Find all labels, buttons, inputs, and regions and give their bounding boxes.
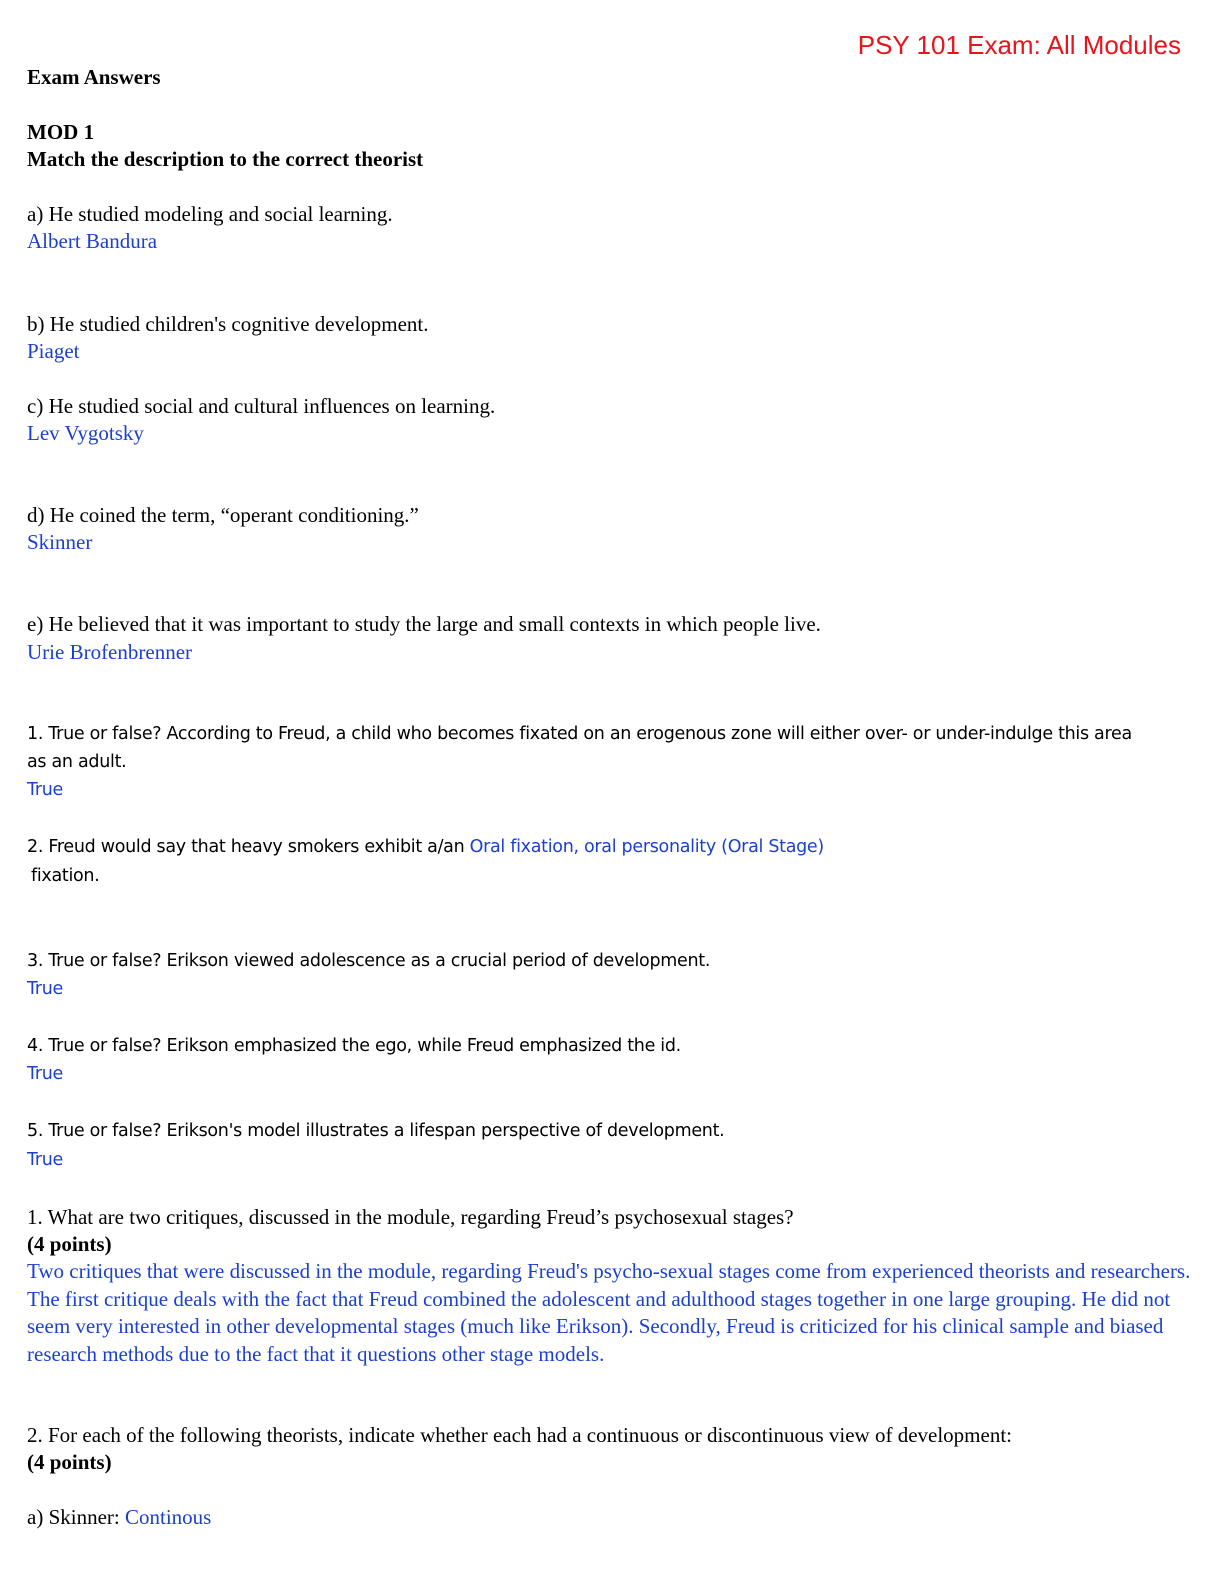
match-instruction: Match the description to the correct theorist: [27, 147, 424, 171]
tf-answer-5: True: [27, 1150, 63, 1170]
match-question-b: b) He studied children's cognitive development.: [27, 312, 429, 336]
tf-answer-1: True: [27, 780, 63, 800]
match-question-d: d) He coined the term, “operant conditioning.”: [27, 503, 419, 527]
document-header: PSY 101 Exam: All Modules: [857, 30, 1181, 60]
fill-question-2: [27, 833, 824, 861]
fill-question-2-cont: fixation.: [31, 866, 100, 886]
tf-question-1: 1. True or false? According to Freud, a child who becomes fixated on an erogenous zone will either over- or under-indulge this area: [27, 724, 1132, 744]
essay-question-2: 2. For each of the following theorists, indicate whether each had a continuous or discontinuous view of development:: [27, 1423, 1013, 1447]
essay-2-subitem-label: a) Skinner:: [27, 1505, 125, 1529]
match-answer-c: Lev Vygotsky: [27, 421, 144, 445]
match-question-c: c) He studied social and cultural influences on learning.: [27, 394, 496, 418]
match-answer-e: Urie Brofenbrenner: [27, 640, 193, 664]
fill-answer-2: Oral fixation, oral personality (Oral Stage): [469, 837, 824, 857]
essay-2-subitem-a: [27, 1504, 211, 1531]
tf-question-4: 4. True or false? Erikson emphasized the ego, while Freud emphasized the id.: [27, 1036, 681, 1056]
tf-question-3: 3. True or false? Erikson viewed adolescence as a crucial period of development.: [27, 951, 711, 971]
essay-question-1: 1. What are two critiques, discussed in the module, regarding Freud’s psychosexual stages?: [27, 1205, 794, 1229]
match-answer-a: Albert Bandura: [27, 229, 158, 253]
fill-question-2-text: 2. Freud would say that heavy smokers exhibit a/an: [27, 837, 470, 857]
essay-answer-1: Two critiques that were discussed in the module, regarding Freud's psycho-sexual stages come from experienced theorists and researchers. The first critique deals with the fact that Freud combined the adolescent and adulthood stages together in one large grouping. He did not seem very interested in other developmental stages (much like Erikson). Secondly, Freud is criticized for his clinical sample and biased research methods due to the fact that it questions other stage models.: [27, 1259, 1191, 1366]
essay-points-1: (4 points): [27, 1232, 112, 1256]
match-answer-b: Piaget: [27, 339, 80, 363]
module-heading: MOD 1: [27, 120, 95, 144]
essay-points-2: (4 points): [27, 1450, 112, 1474]
match-question-a: a) He studied modeling and social learning.: [27, 202, 393, 226]
tf-question-5: 5. True or false? Erikson's model illustrates a lifespan perspective of development.: [27, 1121, 725, 1141]
tf-answer-3: True: [27, 979, 63, 999]
essay-2-subitem-answer: Continous: [124, 1505, 212, 1529]
tf-question-1-cont: as an adult.: [27, 752, 127, 772]
tf-answer-4: True: [27, 1064, 63, 1084]
doc-title: Exam Answers: [27, 65, 161, 89]
match-question-e: e) He believed that it was important to study the large and small contexts in which people live.: [27, 612, 821, 636]
match-answer-d: Skinner: [27, 530, 93, 554]
